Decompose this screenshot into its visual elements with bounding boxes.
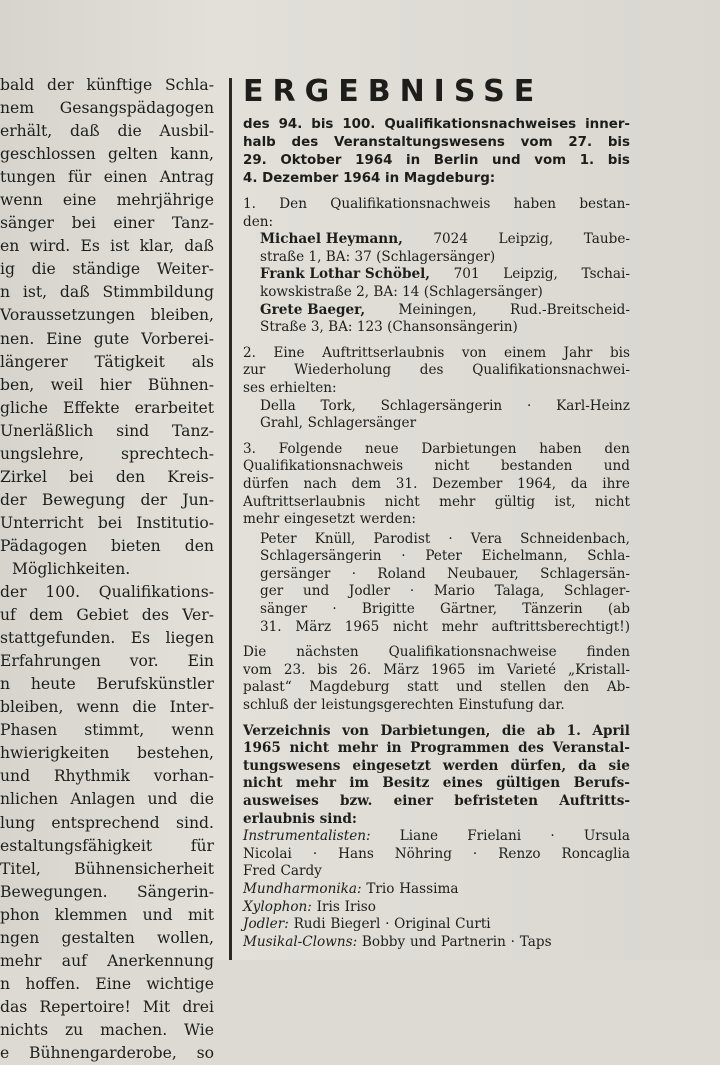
category-line: Nicolai · Hans Nöhring · Renzo Roncaglia	[243, 845, 630, 862]
text-line: vom 23. bis 26. März 1965 im Varieté „Kristall-	[243, 661, 630, 678]
category-label: Mundharmonika:	[243, 880, 362, 897]
intro-line: 29. Oktober 1964 in Berlin und vom 1. bis	[243, 153, 630, 168]
text-line: Verzeichnis von Darbietungen, die ab 1. April	[243, 722, 630, 739]
section-next-exams	[243, 644, 630, 714]
text-line: zur Wiederholung des Qualifikationsnachwei-	[243, 362, 630, 379]
left-text-line: Zirkel bei den Kreis-	[0, 467, 214, 486]
text-line: Auftrittserlaubnis nicht mehr gültig ist, nicht	[243, 493, 630, 510]
left-text-line: nichts zu machen. Wie	[0, 1020, 214, 1039]
left-text-line: sänger bei einer Tanz-	[0, 214, 214, 233]
left-text-line: n hoffen. Eine wichtige	[0, 974, 214, 993]
section-failed	[243, 441, 630, 637]
section-directory-title	[243, 723, 630, 829]
text-line: den:	[243, 213, 274, 230]
category-label: Musikal-Clowns:	[243, 933, 358, 950]
left-text-line: n ist, daß Stimmbildung	[0, 283, 214, 302]
text-line: ses erhielten:	[243, 379, 337, 396]
text-line: 1. Den Qualifikationsnachweis haben bestan-	[243, 196, 630, 212]
passed-entry-address: straße 1, BA: 37 (Schlagersänger)	[260, 248, 496, 265]
left-text-line: der Bewegung der Jun-	[0, 490, 214, 509]
left-text-line: phon klemmen und mit	[0, 905, 214, 924]
provisional-names-line: Della Tork, Schlagersängerin · Karl-Heinz	[260, 397, 630, 414]
intro-line: des 94. bis 100. Qualifikationsnachweises inner-	[243, 117, 630, 132]
left-text-line: Möglichkeiten.	[12, 559, 131, 578]
left-text-line: ungslehre, sprechtech-	[0, 444, 214, 463]
left-text-line: bald der künftige Schla-	[0, 76, 214, 94]
left-text-line: Unterricht bei Institutio-	[0, 513, 214, 532]
failed-names-line: Schlagersängerin · Peter Eichelmann, Schla-	[260, 548, 630, 565]
passed-entry: Grete Baeger, Meiningen, Rud.-Breitscheid-	[260, 301, 630, 318]
text-line: nicht mehr im Besitz eines gültigen Berufs-	[243, 775, 630, 792]
category-label: Instrumentalisten:	[243, 828, 371, 845]
text-line: 3. Folgende neue Darbietungen haben den	[243, 440, 630, 457]
left-text-line: stattgefunden. Es liegen	[0, 629, 214, 648]
left-text-line: bleiben, wenn die Inter-	[0, 698, 214, 717]
passed-entry: Michael Heymann, 7024 Leipzig, Taube-	[260, 231, 630, 248]
category-line: Jodler: Rudi Biegerl · Original Curti	[243, 916, 491, 933]
text-line: palast“ Magdeburg statt und stellen den Ab-	[243, 679, 630, 696]
left-text-line: en wird. Es ist klar, daß	[0, 237, 214, 256]
left-text-line: Bewegungen. Sängerin-	[0, 882, 214, 901]
passed-entry: Frank Lothar Schöbel, 701 Leipzig, Tschai-	[260, 266, 630, 283]
article-intro	[243, 116, 630, 188]
passed-entry-address: kowskistraße 2, BA: 14 (Schlagersänger)	[260, 283, 543, 300]
left-text-line: das Repertoire! Mit drei	[0, 997, 214, 1016]
section-provisional	[243, 345, 630, 433]
left-text-line: ngen gestalten wollen,	[0, 928, 214, 947]
intro-line: 4. Dezember 1964 in Magdeburg:	[243, 171, 496, 186]
left-text-line: estaltungsfähigkeit für	[0, 836, 214, 855]
left-text-line: nen. Eine gute Vorberei-	[0, 329, 214, 348]
section-directory-list	[243, 828, 630, 951]
provisional-names-line: Grahl, Schlagersänger	[260, 415, 417, 432]
article-heading: ERGEBNISSE	[243, 74, 544, 109]
left-text-line: Unerläßlich sind Tanz-	[0, 421, 214, 440]
category-line: Musikal-Clowns: Bobby und Partnerin · Taps	[243, 933, 552, 950]
text-line: erlaubnis sind:	[243, 810, 357, 827]
text-line: Qualifikationsnachweis nicht bestanden und	[243, 458, 630, 475]
left-text-line: geschlossen gelten kann,	[0, 145, 214, 164]
text-line: Die nächsten Qualifikationsnachweise finden	[243, 644, 630, 661]
article-results	[243, 72, 630, 951]
performer-name: Michael Heymann,	[260, 231, 403, 248]
left-text-line: tungen für einen Antrag	[0, 168, 214, 187]
left-text-line: n heute Berufskünstler	[0, 675, 214, 694]
text-line: 1965 nicht mehr in Programmen des Veranstal-	[243, 740, 630, 757]
left-text-line: ig die ständige Weiter-	[0, 260, 214, 279]
category-line: Instrumentalisten: Liane Frielani · Ursula	[243, 828, 630, 845]
left-column-text	[0, 74, 214, 1062]
section-passed	[243, 196, 630, 337]
left-text-line: nlichen Anlagen und die	[0, 790, 214, 809]
text-line: tungswesens eingesetzt werden dürfen, da sie	[243, 757, 630, 774]
left-text-line: erhält, daß die Ausbil-	[0, 122, 214, 141]
failed-names-line: sänger · Brigitte Gärtner, Tänzerin (ab	[260, 601, 630, 618]
performer-name: Grete Baeger,	[260, 301, 366, 318]
left-text-line: mehr auf Anerkennung	[0, 951, 214, 970]
left-text-line: längerer Tätigkeit als	[0, 352, 214, 371]
category-label: Xylophon:	[243, 898, 312, 915]
left-text-line: gliche Effekte erarbeitet	[0, 398, 214, 417]
left-text-line: e Bühnengarderobe, so	[0, 1043, 214, 1062]
category-label: Jodler:	[243, 916, 289, 933]
failed-names-line: ger und Jodler · Mario Talaga, Schlager-	[260, 583, 630, 600]
failed-names-line: gersänger · Roland Neubauer, Schlagersän-	[260, 565, 630, 582]
category-line: Fred Cardy	[243, 863, 322, 880]
text-line: ausweises bzw. einer befristeten Auftritts-	[243, 793, 630, 809]
category-line: Mundharmonika: Trio Hassima	[243, 880, 459, 897]
passed-entry-address: Straße 3, BA: 123 (Chansonsängerin)	[260, 319, 518, 336]
left-text-line: Pädagogen bieten den	[0, 536, 214, 555]
left-text-line: ben, weil hier Bühnen-	[0, 375, 214, 394]
left-text-line: uf dem Gebiet des Ver-	[0, 606, 214, 625]
performer-name: Frank Lothar Schöbel,	[260, 266, 431, 283]
left-text-line: und Rhythmik vorhan-	[0, 767, 214, 786]
text-line: dürfen nach dem 31. Dezember 1964, da ihre	[243, 475, 630, 492]
left-text-line: hwierigkeiten bestehen,	[0, 744, 214, 763]
text-line: mehr eingesetzt werden:	[243, 511, 416, 528]
left-text-line: Erfahrungen vor. Ein	[0, 652, 214, 671]
left-text-line: Voraussetzungen bleiben,	[0, 306, 214, 325]
column-divider	[229, 78, 232, 960]
left-text-line: wenn eine mehrjährige	[0, 191, 214, 210]
left-text-line: der 100. Qualifikations-	[0, 583, 214, 602]
left-text-line: Titel, Bühnensicherheit	[0, 859, 214, 878]
failed-names-line: 31. März 1965 nicht mehr auftrittsberechtigt!)	[260, 618, 630, 635]
category-line: Xylophon: Iris Iriso	[243, 898, 376, 915]
left-text-line: lung entsprechend sind.	[0, 813, 214, 832]
failed-names-line: Peter Knüll, Parodist · Vera Schneidenbach,	[260, 530, 630, 547]
intro-line: halb des Veranstaltungswesens vom 27. bis	[243, 135, 630, 150]
text-line: schluß der leistungsgerechten Einstufung dar.	[243, 697, 565, 714]
text-line: 2. Eine Auftrittserlaubnis von einem Jahr bis	[243, 344, 630, 361]
left-text-line: Phasen stimmt, wenn	[0, 721, 214, 740]
left-text-line: nem Gesangspädagogen	[0, 99, 214, 118]
